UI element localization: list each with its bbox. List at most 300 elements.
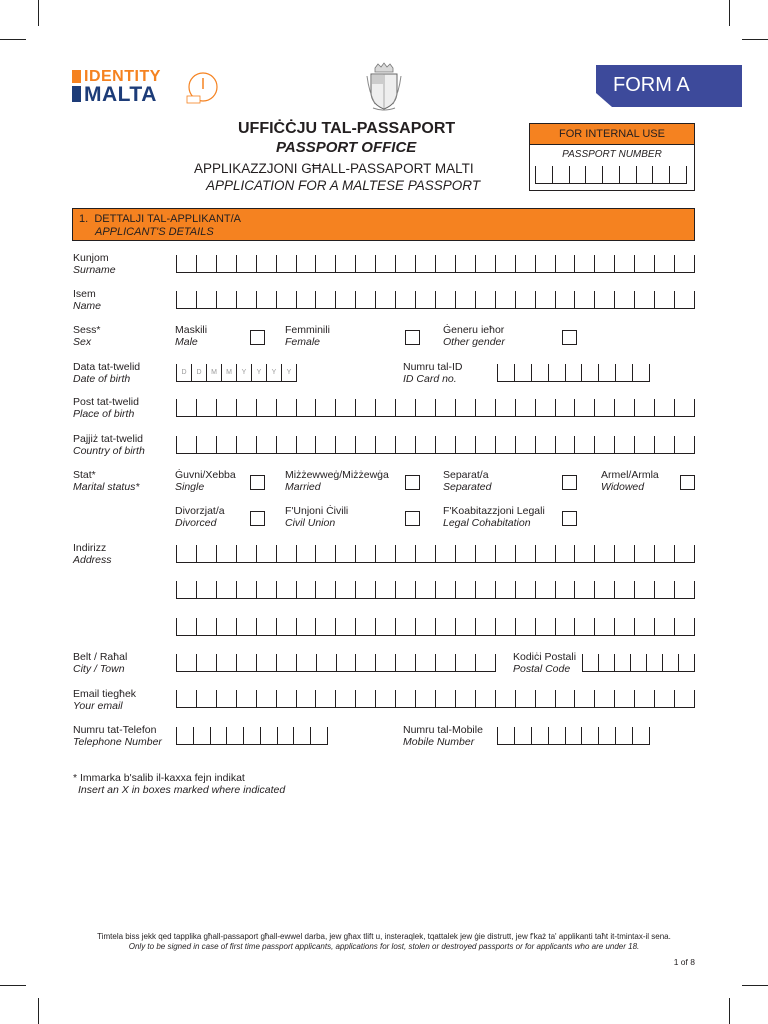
char-box[interactable] [395,581,415,598]
char-box[interactable] [455,399,475,416]
char-box[interactable] [395,399,415,416]
char-box[interactable] [574,690,594,707]
char-box[interactable] [548,727,565,744]
char-box[interactable] [574,255,594,272]
char-box[interactable] [555,581,575,598]
char-box[interactable] [654,690,674,707]
email-field[interactable] [176,690,695,708]
char-box[interactable] [336,654,356,671]
char-box[interactable] [535,291,555,308]
char-box[interactable] [415,436,435,453]
char-box[interactable] [614,618,634,635]
char-box[interactable] [315,291,335,308]
other-gender-checkbox[interactable] [562,330,577,345]
char-box[interactable] [455,255,475,272]
char-box[interactable] [435,291,455,308]
char-box[interactable] [296,618,316,635]
id-card-field[interactable] [497,364,650,382]
char-box[interactable] [495,690,515,707]
char-box[interactable] [594,690,614,707]
char-box[interactable] [276,291,296,308]
char-box[interactable] [355,436,375,453]
char-box[interactable] [196,690,216,707]
char-box[interactable] [335,255,355,272]
char-box[interactable] [176,654,196,671]
char-box[interactable] [475,690,495,707]
char-box[interactable] [415,545,435,562]
char-box[interactable] [176,255,196,272]
char-box[interactable] [602,166,619,183]
char-box[interactable] [646,654,662,671]
char-box[interactable] [355,654,375,671]
char-box[interactable] [634,436,654,453]
char-box[interactable] [497,364,514,381]
char-box[interactable] [548,364,565,381]
char-box[interactable] [632,364,650,381]
char-box[interactable] [315,399,335,416]
char-box[interactable] [552,166,569,183]
char-box[interactable] [585,166,602,183]
char-box[interactable] [515,255,535,272]
char-box[interactable] [455,654,475,671]
cob-field[interactable] [176,436,695,454]
char-box[interactable] [535,581,555,598]
char-box[interactable] [375,618,395,635]
char-box[interactable] [256,399,276,416]
char-box[interactable] [395,436,415,453]
char-box[interactable] [176,581,196,598]
char-box[interactable] [216,399,236,416]
char-box[interactable] [276,545,296,562]
char-box[interactable] [216,436,236,453]
char-box[interactable] [614,690,634,707]
char-box[interactable] [375,545,395,562]
char-box[interactable] [574,436,594,453]
char-box[interactable] [315,436,335,453]
char-box[interactable] [594,545,614,562]
char-box[interactable] [565,364,582,381]
char-box[interactable] [674,545,695,562]
char-box[interactable] [455,545,475,562]
passport-number-boxes[interactable] [535,166,687,184]
widowed-checkbox[interactable] [680,475,695,490]
char-box[interactable] [293,727,310,744]
char-box[interactable] [276,255,296,272]
char-box[interactable] [594,436,614,453]
char-box[interactable] [535,545,555,562]
char-box[interactable] [634,255,654,272]
char-box[interactable] [475,291,495,308]
char-box[interactable] [574,291,594,308]
char-box[interactable] [614,436,634,453]
char-box[interactable] [355,690,375,707]
char-box[interactable] [276,399,296,416]
char-box[interactable] [296,436,316,453]
char-box[interactable] [176,545,196,562]
char-box[interactable] [569,166,586,183]
char-box[interactable] [375,436,395,453]
char-box[interactable] [260,727,277,744]
char-box[interactable] [375,654,395,671]
char-box[interactable] [535,399,555,416]
char-box[interactable] [435,255,455,272]
char-box[interactable] [375,255,395,272]
char-box[interactable] [515,545,535,562]
char-box[interactable] [598,727,615,744]
char-box[interactable] [515,618,535,635]
char-box[interactable] [581,727,598,744]
char-box[interactable] [315,581,335,598]
char-box[interactable] [674,690,695,707]
char-box[interactable] [315,255,335,272]
char-box[interactable] [634,690,654,707]
char-box[interactable] [634,399,654,416]
char-box[interactable] [495,545,515,562]
char-box[interactable] [296,690,316,707]
divorced-checkbox[interactable] [250,511,265,526]
char-box[interactable] [196,436,216,453]
char-box[interactable] [196,654,216,671]
char-box[interactable] [495,291,515,308]
address-line-3[interactable] [176,618,695,636]
legal-cohabitation-checkbox[interactable] [562,511,577,526]
char-box[interactable] [176,436,196,453]
char-box[interactable] [415,654,435,671]
char-box[interactable] [475,545,495,562]
char-box[interactable] [674,399,695,416]
char-box[interactable] [475,399,495,416]
char-box[interactable] [654,436,674,453]
char-box[interactable] [335,399,355,416]
char-box[interactable] [515,399,535,416]
char-box[interactable] [654,618,674,635]
char-box[interactable] [614,654,630,671]
char-box[interactable] [236,545,256,562]
char-box[interactable] [226,727,243,744]
char-box[interactable] [594,399,614,416]
char-box[interactable] [594,581,614,598]
char-box[interactable] [276,618,296,635]
char-box[interactable] [678,654,695,671]
char-box[interactable] [276,581,296,598]
char-box[interactable] [256,618,276,635]
char-box[interactable] [236,399,256,416]
char-box[interactable]: M [206,364,221,381]
char-box[interactable] [236,291,256,308]
name-field[interactable] [176,291,695,309]
char-box[interactable] [196,399,216,416]
char-box[interactable] [375,690,395,707]
char-box[interactable] [615,364,632,381]
char-box[interactable] [669,166,687,183]
char-box[interactable] [598,654,614,671]
char-box[interactable] [514,364,531,381]
char-box[interactable] [176,399,196,416]
char-box[interactable] [495,399,515,416]
char-box[interactable] [515,581,535,598]
char-box[interactable] [415,255,435,272]
char-box[interactable] [634,581,654,598]
married-checkbox[interactable] [405,475,420,490]
char-box[interactable] [614,399,634,416]
char-box[interactable] [193,727,210,744]
char-box[interactable] [216,545,236,562]
char-box[interactable] [674,436,695,453]
char-box[interactable] [594,255,614,272]
char-box[interactable] [594,291,614,308]
char-box[interactable] [196,291,216,308]
char-box[interactable] [654,255,674,272]
char-box[interactable] [395,690,415,707]
char-box[interactable] [216,618,236,635]
char-box[interactable] [535,255,555,272]
char-box[interactable] [497,727,514,744]
char-box[interactable] [475,618,495,635]
char-box[interactable] [296,654,316,671]
city-field[interactable] [176,654,496,672]
char-box[interactable] [654,581,674,598]
char-box[interactable] [535,436,555,453]
char-box[interactable] [276,690,296,707]
char-box[interactable] [210,727,227,744]
char-box[interactable] [236,581,256,598]
char-box[interactable] [415,291,435,308]
char-box[interactable] [555,436,575,453]
char-box[interactable] [515,690,535,707]
char-box[interactable] [276,654,296,671]
char-box[interactable] [674,618,695,635]
char-box[interactable] [630,654,646,671]
separated-checkbox[interactable] [562,475,577,490]
char-box[interactable]: Y [251,364,266,381]
char-box[interactable] [415,399,435,416]
char-box[interactable] [415,690,435,707]
char-box[interactable] [495,255,515,272]
char-box[interactable] [335,581,355,598]
char-box[interactable] [614,255,634,272]
char-box[interactable] [614,291,634,308]
char-box[interactable] [236,436,256,453]
char-box[interactable] [216,291,236,308]
char-box[interactable] [495,436,515,453]
char-box[interactable] [216,255,236,272]
surname-field[interactable] [176,255,695,273]
char-box[interactable]: Y [266,364,281,381]
char-box[interactable] [375,291,395,308]
char-box[interactable] [654,291,674,308]
dob-field[interactable] [176,364,297,382]
char-box[interactable] [315,690,335,707]
char-box[interactable] [310,727,328,744]
char-box[interactable] [236,690,256,707]
char-box[interactable] [355,545,375,562]
char-box[interactable] [315,545,335,562]
char-box[interactable] [276,436,296,453]
char-box[interactable]: D [176,364,191,381]
char-box[interactable] [196,581,216,598]
char-box[interactable] [256,255,276,272]
char-box[interactable] [654,399,674,416]
char-box[interactable] [455,618,475,635]
char-box[interactable] [395,654,415,671]
char-box[interactable] [598,364,615,381]
char-box[interactable] [662,654,678,671]
char-box[interactable] [435,654,455,671]
char-box[interactable] [176,690,196,707]
char-box[interactable] [614,581,634,598]
char-box[interactable] [495,581,515,598]
char-box[interactable] [455,436,475,453]
char-box[interactable] [574,618,594,635]
char-box[interactable] [435,436,455,453]
char-box[interactable] [335,545,355,562]
char-box[interactable] [355,291,375,308]
char-box[interactable] [395,545,415,562]
char-box[interactable] [236,255,256,272]
char-box[interactable] [216,654,236,671]
char-box[interactable] [555,255,575,272]
char-box[interactable] [355,581,375,598]
char-box[interactable]: D [191,364,206,381]
char-box[interactable] [574,545,594,562]
char-box[interactable] [435,618,455,635]
char-box[interactable] [475,436,495,453]
address-line-2[interactable] [176,581,695,599]
char-box[interactable] [415,581,435,598]
char-box[interactable] [555,690,575,707]
char-box[interactable] [435,545,455,562]
char-box[interactable] [395,291,415,308]
char-box[interactable] [581,364,598,381]
char-box[interactable] [652,166,669,183]
postal-code-field[interactable] [582,654,695,672]
char-box[interactable] [395,255,415,272]
char-box[interactable] [296,399,316,416]
char-box[interactable] [634,545,654,562]
char-box[interactable]: M [221,364,236,381]
char-box[interactable] [375,581,395,598]
char-box[interactable] [335,618,355,635]
char-box[interactable] [335,690,355,707]
char-box[interactable] [582,654,598,671]
char-box[interactable] [216,690,236,707]
char-box[interactable] [355,618,375,635]
char-box[interactable] [455,291,475,308]
char-box[interactable] [236,618,256,635]
char-box[interactable] [515,436,535,453]
char-box[interactable] [614,545,634,562]
char-box[interactable] [335,436,355,453]
char-box[interactable] [475,255,495,272]
char-box[interactable] [475,581,495,598]
char-box[interactable] [296,291,316,308]
char-box[interactable] [654,545,674,562]
char-box[interactable] [594,618,614,635]
char-box[interactable] [176,291,196,308]
char-box[interactable] [615,727,632,744]
char-box[interactable] [375,399,395,416]
char-box[interactable] [176,727,193,744]
char-box[interactable] [535,690,555,707]
char-box[interactable] [296,255,316,272]
char-box[interactable] [256,436,276,453]
char-box[interactable] [555,545,575,562]
char-box[interactable] [315,618,335,635]
char-box[interactable] [196,618,216,635]
char-box[interactable] [335,291,355,308]
char-box[interactable] [277,727,294,744]
char-box[interactable] [632,727,650,744]
char-box[interactable] [531,364,548,381]
char-box[interactable] [196,255,216,272]
char-box[interactable] [316,654,336,671]
char-box[interactable] [256,545,276,562]
char-box[interactable] [475,654,496,671]
char-box[interactable] [256,690,276,707]
single-checkbox[interactable] [250,475,265,490]
char-box[interactable] [455,690,475,707]
char-box[interactable] [535,166,552,183]
char-box[interactable] [674,291,695,308]
char-box[interactable] [256,654,276,671]
char-box[interactable] [256,291,276,308]
char-box[interactable] [296,581,316,598]
char-box[interactable] [355,255,375,272]
male-checkbox[interactable] [250,330,265,345]
char-box[interactable] [435,690,455,707]
char-box[interactable] [196,545,216,562]
char-box[interactable] [435,399,455,416]
address-line-1[interactable] [176,545,695,563]
char-box[interactable] [531,727,548,744]
char-box[interactable] [674,581,695,598]
char-box[interactable] [515,291,535,308]
char-box[interactable] [455,581,475,598]
char-box[interactable] [495,618,515,635]
pob-field[interactable] [176,399,695,417]
char-box[interactable] [176,618,196,635]
char-box[interactable] [415,618,435,635]
char-box[interactable] [243,727,260,744]
char-box[interactable]: Y [281,364,297,381]
char-box[interactable] [555,291,575,308]
char-box[interactable] [565,727,582,744]
char-box[interactable] [296,545,316,562]
char-box[interactable] [634,291,654,308]
mobile-field[interactable] [497,727,650,745]
char-box[interactable] [435,581,455,598]
char-box[interactable] [674,255,695,272]
female-checkbox[interactable] [405,330,420,345]
char-box[interactable] [355,399,375,416]
char-box[interactable] [514,727,531,744]
char-box[interactable] [395,618,415,635]
char-box[interactable] [574,581,594,598]
char-box[interactable] [634,618,654,635]
char-box[interactable] [216,581,236,598]
char-box[interactable] [555,399,575,416]
civil-union-checkbox[interactable] [405,511,420,526]
char-box[interactable] [256,581,276,598]
char-box[interactable] [574,399,594,416]
char-box[interactable] [535,618,555,635]
char-box[interactable] [236,654,256,671]
char-box[interactable] [619,166,636,183]
char-box[interactable] [555,618,575,635]
char-box[interactable] [636,166,653,183]
telephone-field[interactable] [176,727,328,745]
char-box[interactable]: Y [236,364,251,381]
